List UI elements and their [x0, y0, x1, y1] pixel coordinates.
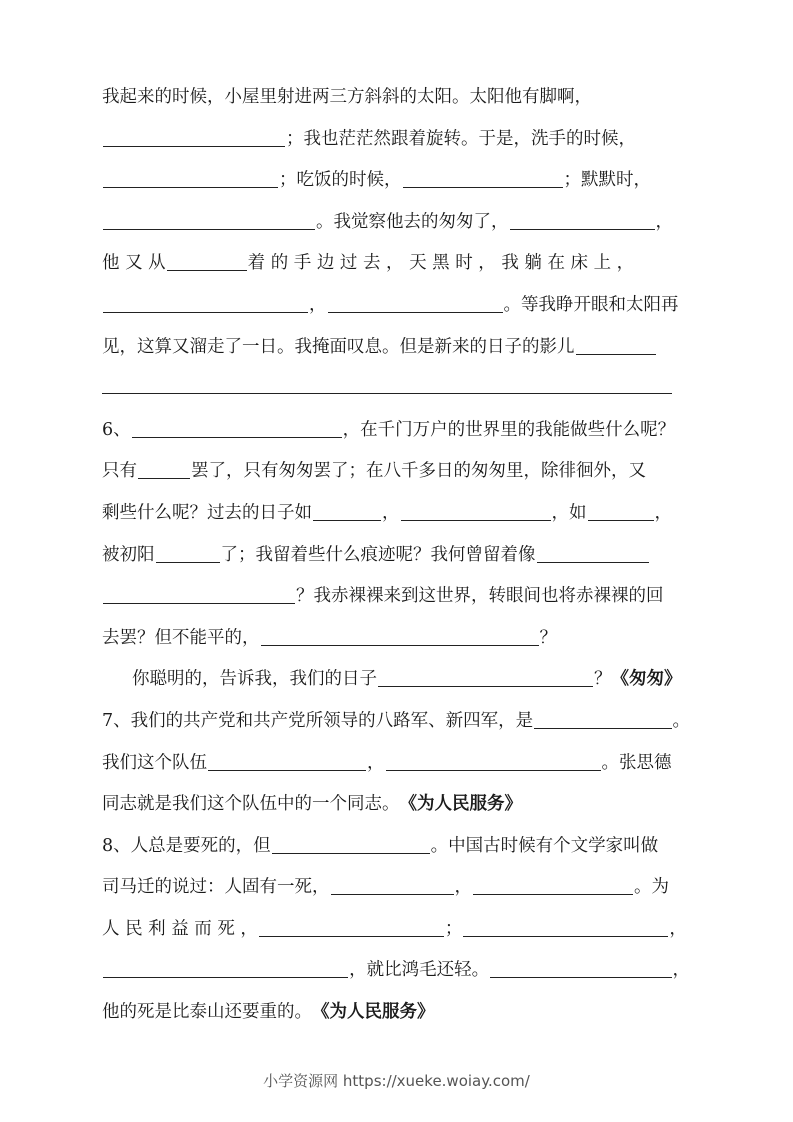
text-segment: ， — [454, 877, 472, 898]
passage-line-4 — [102, 209, 690, 251]
passage-line-3 — [102, 167, 690, 209]
fill-blank[interactable] — [103, 126, 285, 147]
text-segment: ；吃饭的时候， — [279, 170, 402, 191]
source-title: 《为人民服务》 — [399, 794, 522, 815]
text-segment: 罢了，只有匆匆罢了；在八千多日的匆匆里，除徘徊外，又 — [191, 461, 646, 482]
text-segment: ； — [444, 918, 463, 939]
text-segment: 我们这个队伍 — [102, 752, 207, 773]
text-segment: 人 民 利 益 而 死 ， — [102, 918, 258, 939]
q7-line-2 — [102, 750, 690, 792]
footer-watermark: 小学资源网 https://xueke.woiay.com/ — [263, 1072, 530, 1090]
worksheet-page — [102, 84, 690, 1041]
text-segment: 7、我们的共产党和共产党所领导的八路军、新四军，是 — [102, 710, 534, 731]
fill-blank[interactable] — [261, 625, 539, 646]
source-title: 《为人民服务》 — [312, 1002, 435, 1023]
fill-blank[interactable] — [588, 500, 654, 521]
passage-line-2 — [102, 126, 690, 168]
text-segment: 你聪明的，告诉我，我们的日子 — [132, 669, 377, 690]
text-segment: ；默默时， — [563, 170, 651, 191]
text-segment: ， — [655, 211, 673, 232]
fill-blank[interactable] — [138, 458, 190, 479]
q6-line-7 — [102, 666, 690, 708]
passage-line-6 — [102, 292, 690, 334]
text-segment: ，就比鸿毛还轻。 — [349, 960, 490, 981]
fill-blank[interactable] — [473, 874, 633, 895]
text-segment: ， — [309, 294, 327, 315]
text-segment: 去罢？但不能平的， — [102, 627, 260, 648]
q6-line-4 — [102, 542, 690, 584]
fill-blank[interactable] — [331, 874, 454, 895]
fill-blank[interactable] — [103, 292, 308, 313]
fill-blank[interactable] — [103, 583, 295, 604]
text-segment: 被初阳 — [102, 544, 155, 565]
text-segment: 8、人总是要死的，但 — [102, 835, 271, 856]
fill-blank[interactable] — [208, 750, 366, 771]
text-segment: ；我也茫茫然跟着旋转。于是，洗手的时候， — [286, 128, 636, 149]
fill-blank[interactable] — [403, 167, 563, 188]
passage-line-1 — [102, 84, 690, 126]
fill-blank[interactable] — [272, 833, 430, 854]
fill-blank[interactable] — [378, 666, 593, 687]
text-segment: ，如 — [551, 502, 587, 523]
text-segment: ？我赤裸裸来到这世界，转眼间也将赤裸裸的回 — [296, 586, 664, 607]
fill-blank[interactable] — [103, 209, 315, 230]
q8-line-5 — [102, 999, 690, 1041]
text-segment: 他 又 从 — [102, 253, 166, 274]
fill-blank[interactable] — [490, 957, 671, 978]
text-segment: 剩些什么呢？过去的日子如 — [102, 502, 312, 523]
text-segment: 。我觉察他去的匆匆了， — [316, 211, 509, 232]
question-number: 6、 — [102, 419, 131, 440]
text-segment: ， — [672, 960, 690, 981]
text-segment: 着 的 手 边 过 去 ， 天 黑 时 ， 我 躺 在 床 上 ， — [247, 253, 635, 274]
q7-line-3 — [102, 791, 690, 833]
source-title: 《匆匆》 — [611, 669, 682, 690]
fill-blank[interactable] — [313, 500, 381, 521]
text-segment: 同志就是我们这个队伍中的一个同志。 — [102, 794, 400, 815]
text-segment: 了；我留着些什么痕迹呢？我何曾留着像 — [220, 544, 536, 565]
fill-blank[interactable] — [103, 167, 278, 188]
q6-line-3 — [102, 500, 690, 542]
fill-blank[interactable] — [510, 209, 655, 230]
text-segment: 。张思德 — [601, 752, 672, 773]
blank-rule — [102, 393, 672, 394]
text-segment: 司马迁的说过：人固有一死， — [102, 877, 330, 898]
fill-blank[interactable] — [463, 916, 668, 937]
text-segment: 。 — [672, 710, 690, 731]
fill-blank[interactable] — [103, 957, 348, 978]
q6-line-6 — [102, 625, 690, 667]
text-segment: 只有 — [102, 461, 137, 482]
text-segment: ？ — [594, 669, 612, 690]
text-segment: ， — [669, 918, 687, 939]
text-segment: ， — [382, 502, 400, 523]
text-segment: 我起来的时候，小屋里射进两三方斜斜的太阳。太阳他有脚啊， — [102, 87, 592, 107]
fill-blank[interactable] — [156, 542, 220, 563]
passage-line-7 — [102, 334, 690, 376]
fill-blank[interactable] — [537, 542, 649, 563]
text-segment: ，在千门万户的世界里的我能做些什么呢？ — [342, 419, 676, 440]
passage-line-5 — [102, 250, 690, 292]
fill-blank[interactable] — [576, 334, 656, 355]
text-segment: 他的死是比泰山还要重的。 — [102, 1002, 312, 1023]
q8-line-4 — [102, 957, 690, 999]
text-segment: ， — [367, 752, 385, 773]
fill-blank[interactable] — [401, 500, 551, 521]
text-segment: 。中国古时候有个文学家叫做 — [430, 835, 659, 856]
q8-line-2 — [102, 874, 690, 916]
q6-line-5 — [102, 583, 690, 625]
fill-blank[interactable] — [534, 708, 671, 729]
full-width-blank-line[interactable] — [102, 375, 690, 417]
q8-line-1 — [102, 833, 690, 875]
q7-line-1 — [102, 708, 690, 750]
fill-blank[interactable] — [259, 916, 444, 937]
text-segment: 见，这算又溜走了一日。我掩面叹息。但是新来的日子的影儿 — [102, 336, 575, 357]
text-segment: ？ — [539, 627, 557, 648]
fill-blank[interactable] — [328, 292, 503, 313]
q8-line-3 — [102, 916, 690, 958]
q6-line-2 — [102, 458, 690, 500]
text-segment: ， — [654, 502, 672, 523]
fill-blank[interactable] — [167, 250, 247, 271]
fill-blank[interactable] — [132, 417, 342, 438]
text-segment: 。等我睁开眼和太阳再 — [503, 294, 679, 315]
text-segment: 。为 — [634, 877, 669, 898]
q6-line-1 — [102, 417, 690, 459]
fill-blank[interactable] — [386, 750, 601, 771]
